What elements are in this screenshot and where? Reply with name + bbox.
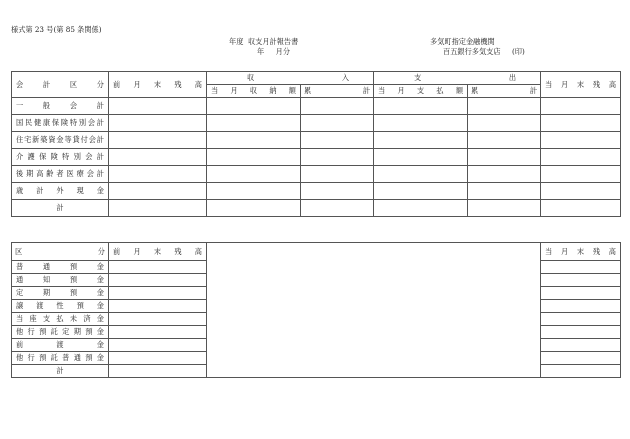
cell — [109, 300, 207, 313]
cell — [301, 132, 374, 149]
cell — [207, 200, 301, 217]
cell — [541, 326, 621, 339]
cell — [109, 115, 207, 132]
cell — [468, 98, 541, 115]
row-label: 一般会計 — [12, 98, 109, 115]
report-period-year: 年 — [257, 47, 265, 56]
cell — [301, 166, 374, 183]
table-row — [12, 98, 621, 115]
cell — [109, 326, 207, 339]
cell — [301, 149, 374, 166]
header-month-receipt: 当月収納額 — [207, 85, 301, 98]
cell — [374, 115, 468, 132]
cum-label-b: 計 — [529, 86, 538, 95]
seal-mark: (印) — [511, 47, 525, 56]
cell — [109, 261, 207, 274]
cell — [541, 98, 621, 115]
bank-designation: 多気町指定金融機関 — [430, 37, 495, 46]
header-current-balance: 当月末残高 — [541, 243, 621, 261]
cell — [374, 132, 468, 149]
header-income: 収入 — [207, 72, 374, 85]
row-label: 普通預金 — [12, 261, 109, 274]
cell — [109, 98, 207, 115]
cell — [207, 149, 301, 166]
bank-name: 百五銀行多気支店 — [443, 47, 501, 56]
cell — [468, 132, 541, 149]
header-category: 会計区分 — [12, 72, 109, 98]
cell — [301, 115, 374, 132]
row-label-total: 計 — [12, 365, 109, 378]
header-cumulative-expense — [468, 85, 541, 98]
cell — [541, 274, 621, 287]
cell — [109, 132, 207, 149]
cell — [109, 339, 207, 352]
cell — [301, 200, 374, 217]
cell — [207, 166, 301, 183]
header-month-payment: 当月支払額 — [374, 85, 468, 98]
report-period-month: 月分 — [275, 47, 291, 56]
table-row — [12, 149, 621, 166]
cell — [541, 261, 621, 274]
cell — [541, 313, 621, 326]
cell — [374, 183, 468, 200]
cell — [109, 166, 207, 183]
report-title-main: 収支月計報告書 — [247, 37, 299, 46]
cell — [207, 132, 301, 149]
cell — [468, 115, 541, 132]
deposit-breakdown-table — [11, 242, 621, 378]
table-row — [12, 115, 621, 132]
row-label: 他行預託普通預金 — [12, 352, 109, 365]
row-label: 通知預金 — [12, 274, 109, 287]
cell — [541, 339, 621, 352]
row-label: 住宅新築資金等貸付会計 — [12, 132, 109, 149]
form-number: 様式第 23 号(第 85 条関係) — [11, 25, 102, 34]
cell — [109, 149, 207, 166]
cell — [541, 300, 621, 313]
bank-name-line — [443, 47, 525, 56]
table-row-total — [12, 200, 621, 217]
row-label: 介護保険特別会計 — [12, 149, 109, 166]
cell — [468, 149, 541, 166]
section-label-a: 区 — [15, 246, 23, 256]
cell — [374, 98, 468, 115]
cum-label-a: 累 — [471, 86, 479, 95]
report-title — [229, 37, 298, 46]
row-label-total: 計 — [12, 200, 109, 217]
cell — [109, 352, 207, 365]
cell — [541, 365, 621, 378]
row-label: 後期高齢者医療会計 — [12, 166, 109, 183]
cell — [541, 115, 621, 132]
section-label-b: 分 — [97, 246, 105, 256]
cell — [374, 166, 468, 183]
header-cumulative-income — [301, 85, 374, 98]
blank-area — [207, 243, 541, 378]
table-row — [12, 132, 621, 149]
cell — [109, 183, 207, 200]
header-expense: 支出 — [374, 72, 541, 85]
cum-label-b: 計 — [362, 86, 371, 95]
header-section — [12, 243, 109, 261]
row-label: 譲渡性預金 — [12, 300, 109, 313]
cell — [468, 200, 541, 217]
row-label: 当座支払未済金 — [12, 313, 109, 326]
row-label: 歳計外現金 — [12, 183, 109, 200]
row-label: 前渡金 — [12, 339, 109, 352]
cell — [109, 274, 207, 287]
table-row — [12, 166, 621, 183]
cell — [541, 132, 621, 149]
cell — [541, 183, 621, 200]
cell — [374, 200, 468, 217]
cell — [301, 98, 374, 115]
cell — [109, 200, 207, 217]
cell — [541, 200, 621, 217]
cell — [541, 352, 621, 365]
row-label: 国民健康保険特別会計 — [12, 115, 109, 132]
row-label: 他行預託定期預金 — [12, 326, 109, 339]
cell — [109, 365, 207, 378]
cell — [109, 313, 207, 326]
row-label: 定期預金 — [12, 287, 109, 300]
cell — [541, 287, 621, 300]
cell — [207, 115, 301, 132]
cell — [207, 183, 301, 200]
cum-label-a: 累 — [304, 86, 312, 95]
cell — [468, 166, 541, 183]
cell — [109, 287, 207, 300]
cell — [374, 149, 468, 166]
report-period — [257, 47, 290, 56]
income-expense-table — [11, 71, 621, 217]
cell — [541, 166, 621, 183]
header-current-balance: 当月末残高 — [541, 72, 621, 98]
table-row — [12, 183, 621, 200]
cell — [207, 98, 301, 115]
cell — [468, 183, 541, 200]
header-prev-balance: 前月末残高 — [109, 243, 207, 261]
cell — [301, 183, 374, 200]
report-title-year: 年度 — [229, 37, 244, 46]
header-prev-balance: 前月末残高 — [109, 72, 207, 98]
cell — [541, 149, 621, 166]
